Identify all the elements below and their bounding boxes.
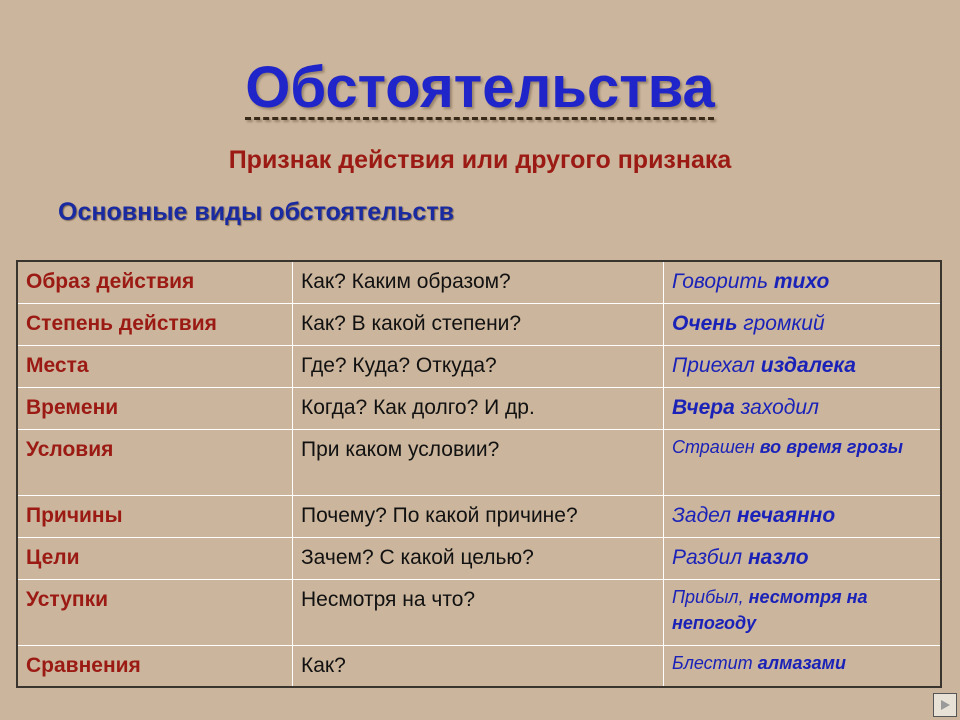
example-adverbial-highlight: во время грозы <box>759 436 904 457</box>
example-adverbial-highlight: назло <box>747 545 809 569</box>
table-row <box>17 495 941 537</box>
example-text: Блестит <box>672 652 753 673</box>
example-cell <box>664 303 942 345</box>
question-cell: Как? Каким образом? <box>293 261 664 303</box>
question-cell: Почему? По какой причине? <box>293 495 664 537</box>
table-row <box>17 261 941 303</box>
example-adverbial-highlight: алмазами <box>757 652 846 673</box>
example-adverbial-highlight: издалека <box>760 353 856 377</box>
question-cell: Где? Куда? Откуда? <box>293 345 664 387</box>
table-row <box>17 345 941 387</box>
question-cell: Как? В какой степени? <box>293 303 664 345</box>
example-text: Разбил <box>672 545 743 569</box>
table-row <box>17 303 941 345</box>
example-text: заходил <box>740 395 819 419</box>
example-adverbial-highlight: несмотря на непогоду <box>672 586 868 633</box>
example-text: Задел <box>672 503 732 527</box>
example-text: Приехал <box>672 353 755 377</box>
table-row <box>17 645 941 687</box>
question-cell: Зачем? С какой целью? <box>293 537 664 579</box>
adverbial-types-table <box>16 260 942 688</box>
example-adverbial-highlight: нечаянно <box>736 503 836 527</box>
example-cell <box>664 645 942 687</box>
adverbial-type-cell: Степень действия <box>17 303 293 345</box>
adverbial-type-cell: Образ действия <box>17 261 293 303</box>
example-cell <box>664 387 942 429</box>
adverbial-type-cell: Уступки <box>17 579 293 645</box>
table-row <box>17 429 941 495</box>
table-body <box>17 261 941 687</box>
example-text: Страшен <box>672 436 755 457</box>
example-cell <box>664 345 942 387</box>
example-adverbial-highlight: тихо <box>773 270 830 293</box>
subtitle: Признак действия или другого признака <box>228 146 732 174</box>
slide-title <box>0 54 960 121</box>
example-cell <box>664 495 942 537</box>
slide-title-text: Обстоятельства <box>245 55 715 120</box>
table-row <box>17 387 941 429</box>
question-cell: При каком условии? <box>293 429 664 495</box>
question-cell: Когда? Как долго? И др. <box>293 387 664 429</box>
example-cell <box>664 261 942 303</box>
triangle-right-icon <box>938 698 952 712</box>
adverbial-type-cell: Места <box>17 345 293 387</box>
example-cell <box>664 429 942 495</box>
example-cell <box>664 537 942 579</box>
example-adverbial-highlight: Вчера <box>672 395 735 419</box>
question-cell: Как? <box>293 645 664 687</box>
section-heading: Основные виды обстоятельств <box>58 198 454 226</box>
table-row <box>17 579 941 645</box>
example-text: Прибыл, <box>672 586 744 607</box>
example-text: громкий <box>743 311 825 335</box>
example-cell <box>664 579 942 645</box>
adverbial-type-cell: Цели <box>17 537 293 579</box>
table-row <box>17 537 941 579</box>
example-adverbial-highlight: Очень <box>672 311 738 335</box>
adverbial-type-cell: Причины <box>17 495 293 537</box>
question-cell: Несмотря на что? <box>293 579 664 645</box>
adverbial-type-cell: Времени <box>17 387 293 429</box>
adverbial-type-cell: Сравнения <box>17 645 293 687</box>
example-text: Говорить <box>672 270 768 293</box>
adverbial-type-cell: Условия <box>17 429 293 495</box>
next-slide-button[interactable] <box>933 693 957 717</box>
